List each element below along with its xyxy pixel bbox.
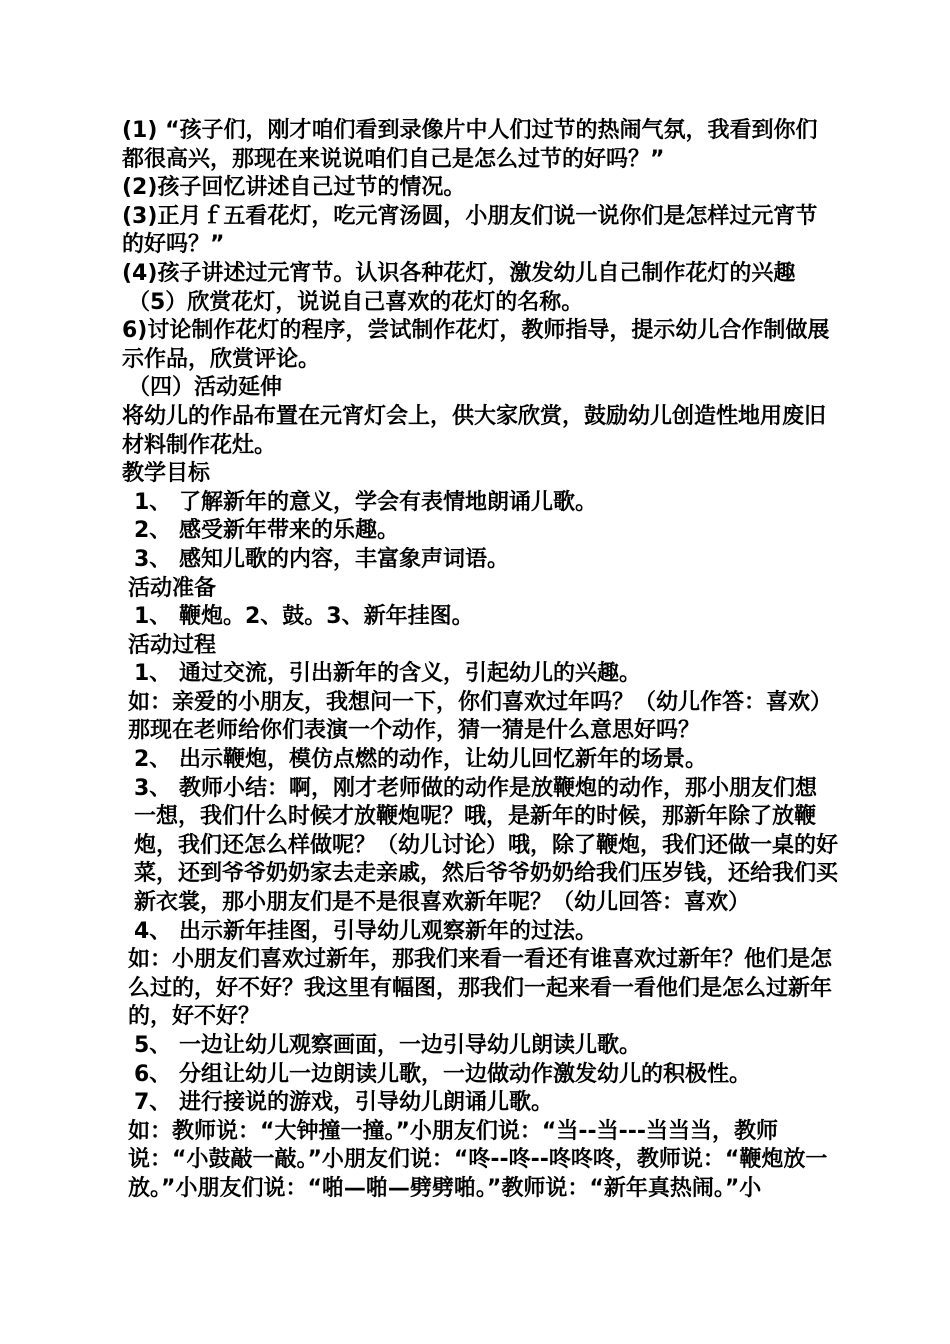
list-item: 1、 鞭炮。2、鼓。3、新年挂图。 (134, 604, 474, 630)
paragraph: 如：小朋友们喜欢过新年，那我们来看一看还有谁喜欢过新年？他们是怎么过的，好不好？我这里有幅图，那我们一起来看一看他们是怎么过新年的，好不好？ (128, 947, 833, 1030)
list-item: 7、 进行接说的游戏，引导幼儿朗诵儿歌。 (134, 1090, 553, 1116)
paragraph: (4)孩子讲述过元宵节。认识各种花灯，激发幼儿自己制作花灯的兴趣 (122, 260, 796, 286)
paragraph: 如：教师说：“大钟撞一撞。”小朋友们说：“当--当---当当当，教师说：“小鼓敲一敲。”小朋友们说：“咚--咚--咚咚咚，教师说：“鞭炮放一放。”小朋友们说：“啪—啪—劈劈啪。”教师说：“新年真热闹。”小 (128, 1118, 828, 1201)
list-item: 5、 一边让幼儿观察画面，一边引导幼儿朗读儿歌。 (134, 1033, 641, 1058)
paragraph: (3)正月ｆ五看花灯，吃元宵汤圆，小朋友们说一说你们是怎样过元宵节的好吗？” (122, 203, 818, 258)
document-body (116, 117, 838, 1204)
list-item: 3、 感知儿歌的内容，丰富象声词语。 (134, 546, 509, 572)
list-item: 2、 感受新年带来的乐趣。 (134, 518, 399, 544)
paragraph: (1) “孩子们，刚才咱们看到录像片中人们过节的热闹气氛，我看到你们都很高兴，那现在来说说咱们自己是怎么过节的好吗？” (122, 118, 818, 172)
paragraph: （5）欣赏花灯，说说自己喜欢的花灯的名称。 (128, 289, 584, 315)
list-item: 3、 教师小结：啊，刚才老师做的动作是放鞭炮的动作，那小朋友们想一想，我们什么时候才放鞭炮呢？哦，是新年的时候，那新年除了放鞭炮，我们还怎么样做呢？（幼儿讨论）哦，除了鞭炮，我们还做一桌的好菜，还到爷爷奶奶家去走亲戚，然后爷爷奶奶给我们压岁钱，还给我们买新衣裳，那小朋友们是不是很喜欢新年呢？（幼儿回答：喜欢） (134, 775, 839, 916)
section-heading: 活动准备 (128, 575, 217, 601)
list-item: 2、 出示鞭炮，模仿点燃的动作，让幼儿回忆新年的场景。 (134, 747, 707, 773)
section-heading: 教学目标 (122, 461, 211, 487)
paragraph: (2)孩子回忆讲述自己过节的情况。 (122, 175, 466, 201)
paragraph: 6)讨论制作花灯的程序，尝试制作花灯，教师指导，提示幼儿合作制做展示作品，欣赏评论。 (122, 318, 830, 372)
list-item: 6、 分组让幼儿一边朗读儿歌，一边做动作激发幼儿的积极性。 (134, 1061, 751, 1087)
section-heading: 活动过程 (128, 632, 217, 658)
list-item: 1、 了解新年的意义，学会有表情地朗诵儿歌。 (134, 489, 597, 515)
list-item: 4、 出示新年挂图，引导幼儿观察新年的过法。 (134, 918, 597, 944)
list-item: 1、 通过交流，引出新年的含义，引起幼儿的兴趣。 (134, 661, 641, 687)
section-heading: （四）活动延伸 (128, 375, 283, 401)
paragraph: 将幼儿的作品布置在元宵灯会上，供大家欣赏，鼓励幼儿创造性地用废旧材料制作花灶。 (122, 403, 827, 458)
paragraph: 如：亲爱的小朋友，我想问一下，你们喜欢过年吗？（幼儿作答：喜欢）那现在老师给你们表演一个动作，猜一猜是什么意思好吗？ (128, 689, 833, 744)
